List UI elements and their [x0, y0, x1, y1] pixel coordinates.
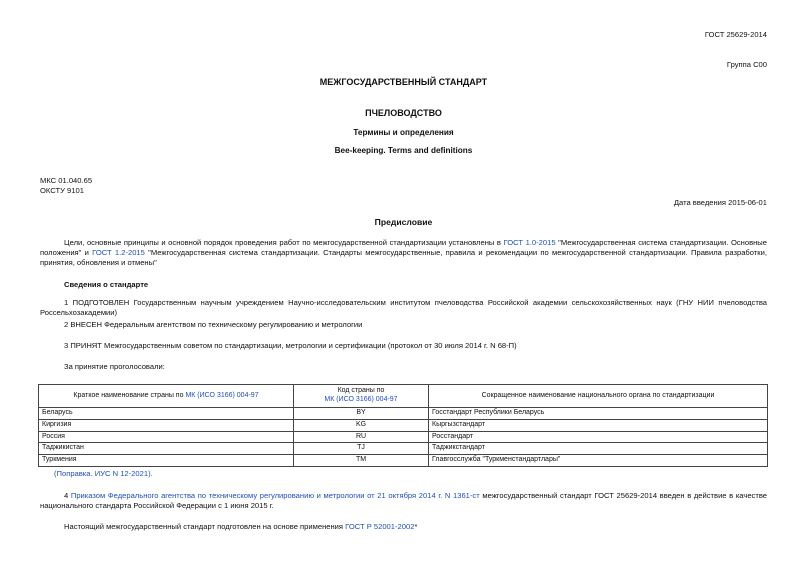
- item-4-enacted: 4 Приказом Федерального агентства по техническому регулированию и метрологии от 21 октября 2014 г. N 1361-ст межгосударственный стандарт ГОСТ 25629-2014 введен в действие в качестве национального стандарта Российской Федерации с 1 июня 2015 г.: [40, 491, 767, 510]
- okstu-code: ОКСТУ 9101: [40, 186, 84, 195]
- mk-iso-3166-link[interactable]: МК (ИСО 3166) 004-97: [185, 391, 259, 399]
- doc-group: Группа С00: [726, 60, 767, 69]
- table-row: [39, 431, 768, 443]
- standard-type: МЕЖГОСУДАРСТВЕННЫЙ СТАНДАРТ: [319, 77, 488, 87]
- item-3-adopted: 3 ПРИНЯТ Межгосударственным советом по стандартизации, метрологии и сертификации (протокол от 30 июля 2014 г. N 68-П): [64, 341, 517, 350]
- country-cell: Россия: [39, 431, 294, 443]
- table-row: [39, 419, 768, 431]
- country-cell: Туркмения: [39, 455, 294, 467]
- gost-1-0-link[interactable]: ГОСТ 1.0-2015: [503, 238, 556, 247]
- body-cell: Росстандарт: [429, 431, 768, 443]
- item-1-prepared: 1 ПОДГОТОВЛЕН Государственным научным учреждением Научно-исследовательским институтом пчеловодства Российской академии сельскохозяйственных наук (ГНУ НИИ пчеловодства Россельхозакадемии): [40, 298, 767, 317]
- foreword-heading: Предисловие: [374, 217, 433, 227]
- body-cell: Кыргызстандарт: [429, 419, 768, 431]
- body-cell: Таджикстандарт: [429, 443, 768, 455]
- voted-for: За принятие проголосовали:: [64, 362, 165, 371]
- doc-number: ГОСТ 25629-2014: [704, 30, 767, 39]
- about-standard-heading: Сведения о стандарте: [64, 280, 149, 289]
- foreword-paragraph: Цели, основные принципы и основной порядок проведения работ по межгосударственной стандартизации установлены в ГОСТ 1.0-2015 "Межгосударственная система стандартизации. Основные положения" и ГОСТ 1.2-2015 "Межгосударственная система стандартизации. Стандарты межгосударственные, правила и рекомендации по межгосударственной стандартизации. Правила разработки, принятия, обновления и отмены": [40, 238, 767, 267]
- code-cell: TM: [294, 455, 429, 467]
- subtitle-ru: Термины и определения: [353, 128, 454, 137]
- table-row: [39, 443, 768, 455]
- table-row: [39, 455, 768, 467]
- rosstandart-order-link[interactable]: Приказом Федерального агентства по техническому регулированию и метрологии от 21 октября 2014 г. N 1361-ст: [70, 491, 480, 500]
- standard-name: ПЧЕЛОВОДСТВО: [365, 108, 442, 118]
- country-cell: Киргизия: [39, 419, 294, 431]
- code-cell: BY: [294, 408, 429, 420]
- code-cell: TJ: [294, 443, 429, 455]
- table-header-row: [39, 385, 768, 408]
- table-row: [39, 408, 768, 420]
- country-cell: Таджикистан: [39, 443, 294, 455]
- gost-1-2-link[interactable]: ГОСТ 1.2-2015: [92, 247, 145, 257]
- gost-r-52001-link[interactable]: ГОСТ Р 52001-2002: [345, 522, 415, 531]
- code-cell: KG: [294, 419, 429, 431]
- basis-paragraph: Настоящий межгосударственный стандарт подготовлен на основе применения ГОСТ Р 52001-2002*: [64, 522, 418, 531]
- header-country-code: Код страны по МК (ИСО 3166) 004-97: [294, 385, 429, 408]
- body-cell: Госстандарт Республики Беларусь: [429, 408, 768, 420]
- voting-countries-table: [38, 384, 768, 467]
- mk-iso-3166-code-link[interactable]: МК (ИСО 3166) 004-97: [324, 396, 398, 403]
- item-2-submitted: 2 ВНЕСЕН Федеральным агентством по техническому регулированию и метрологии: [64, 320, 363, 329]
- code-cell: RU: [294, 431, 429, 443]
- introduction-date: Дата введения 2015-06-01: [673, 198, 767, 207]
- subtitle-en: Bee-keeping. Terms and definitions: [334, 146, 473, 155]
- header-standards-body: Сокращенное наименование национального органа по стандартизации: [429, 385, 768, 408]
- country-cell: Беларусь: [39, 408, 294, 420]
- amendment-link[interactable]: (Поправка. ИУС N 12-2021).: [54, 469, 153, 478]
- body-cell: Главгосслужба "Туркменстандартлары": [429, 455, 768, 467]
- header-country-name: Краткое наименование страны по МК (ИСО 3166) 004-97: [39, 385, 294, 408]
- mks-code: МКС 01.040.65: [40, 176, 93, 185]
